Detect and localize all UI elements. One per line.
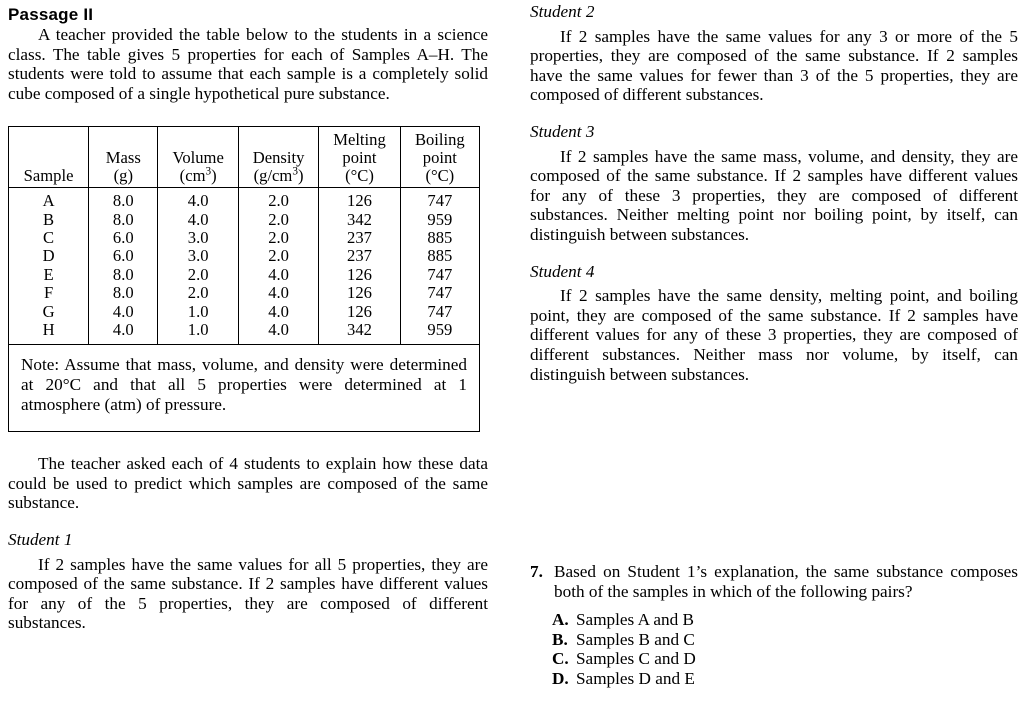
table-cell-boiling: 747 — [400, 303, 479, 321]
question-7-choices — [530, 610, 1018, 688]
answer-choice-letter: C. — [552, 649, 569, 669]
table-note-cell — [9, 345, 480, 432]
table-row — [9, 284, 480, 302]
table-cell-boiling: 959 — [400, 321, 479, 345]
column-header-density-unit — [254, 166, 304, 185]
table-cell-density: 4.0 — [238, 321, 318, 345]
answer-choice-text: Samples C and D — [576, 649, 696, 669]
table-cell-mass: 4.0 — [89, 303, 158, 321]
column-header-sample-label: Sample — [23, 165, 74, 185]
table-note-text: Note: Assume that mass, volume, and density were determined at 20°C and that all 5 properties were determined at 1 atmosphere (atm) of pressure. — [21, 355, 467, 414]
question-7-number: 7. — [530, 562, 543, 581]
answer-choice-letter: A. — [552, 610, 569, 630]
column-header-sample — [9, 127, 89, 188]
table-row — [9, 266, 480, 284]
table-cell-mass: 6.0 — [89, 229, 158, 247]
answer-choice-b[interactable] — [552, 630, 1018, 650]
table-row — [9, 247, 480, 265]
answer-choice-letter: D. — [552, 668, 569, 688]
table-cell-mass: 8.0 — [89, 284, 158, 302]
table-cell-melting: 342 — [319, 321, 400, 345]
table-cell-volume: 4.0 — [158, 188, 238, 211]
student-4-heading: Student 4 — [530, 261, 595, 281]
table-cell-density: 2.0 — [238, 188, 318, 211]
right-column — [530, 0, 1018, 688]
table-cell-melting: 126 — [319, 188, 400, 211]
table-cell-mass: 8.0 — [89, 266, 158, 284]
question-7-stem: Based on Student 1’s explanation, the same substance composes both of the samples in which of the following pairs? — [554, 562, 1018, 601]
column-header-density-label: Density — [252, 147, 305, 167]
density-unit-exponent: 3 — [292, 165, 298, 178]
student-4-paragraph: If 2 samples have the same density, melting point, and boiling point, they are composed of the same substance. If 2 samples have different values for any of these 3 properties, they are composed of different substances. Neither mass nor volume, by itself, can distinguish between substances. — [530, 286, 1018, 384]
column-header-boiling-line2: point — [422, 147, 457, 167]
volume-unit-base: (cm — [179, 165, 206, 185]
passage-intro-paragraph: A teacher provided the table below to the students in a science class. The table gives 5 properties for each of Samples A–H. The students were told to assume that each sample is a completely solid cube composed of a single hypothetical pure substance. — [8, 25, 488, 103]
table-cell-volume: 2.0 — [158, 266, 238, 284]
table-cell-boiling: 747 — [400, 266, 479, 284]
volume-unit-close: ) — [211, 165, 217, 185]
table-cell-sample: F — [9, 284, 89, 302]
student-2-paragraph: If 2 samples have the same values for any 3 or more of the 5 properties, they are composed of the same substance. If 2 samples have the same values for fewer than 3 of the 5 properties, they are composed of different substances. — [530, 26, 1018, 105]
table-cell-boiling: 885 — [400, 229, 479, 247]
column-header-melting-point — [319, 127, 400, 188]
table-cell-mass: 8.0 — [89, 188, 158, 211]
question-7-block — [530, 562, 1018, 689]
table-cell-melting: 126 — [319, 303, 400, 321]
answer-choice-letter: B. — [552, 629, 568, 649]
left-column — [8, 0, 488, 633]
column-header-melting-unit: (°C) — [345, 165, 374, 185]
table-cell-volume: 1.0 — [158, 321, 238, 345]
column-header-density — [238, 127, 318, 188]
column-header-boiling-point — [400, 127, 479, 188]
column-header-mass-label: Mass — [105, 147, 141, 167]
table-cell-volume: 3.0 — [158, 247, 238, 265]
student-1-paragraph: If 2 samples have the same values for all 5 properties, they are composed of the same substance. If 2 samples have different values for any of the 5 properties, they are composed of different substances. — [8, 554, 488, 633]
table-cell-melting: 237 — [319, 229, 400, 247]
properties-table — [8, 126, 480, 432]
table-cell-volume: 3.0 — [158, 229, 238, 247]
teacher-prompt-paragraph: The teacher asked each of 4 students to explain how these data could be used to predict which samples are composed of the same substance. — [8, 454, 488, 513]
table-row — [9, 303, 480, 321]
student-1-heading: Student 1 — [8, 529, 73, 549]
table-cell-density: 4.0 — [238, 303, 318, 321]
table-cell-sample: B — [9, 211, 89, 229]
table-cell-volume: 2.0 — [158, 284, 238, 302]
density-unit-base: (g/cm — [253, 165, 293, 185]
table-cell-boiling: 959 — [400, 211, 479, 229]
volume-unit-exponent: 3 — [205, 165, 212, 178]
table-cell-sample: G — [9, 303, 89, 321]
answer-choice-text: Samples B and C — [576, 629, 695, 649]
table-cell-sample: C — [9, 229, 89, 247]
table-body — [9, 188, 480, 345]
table-note-row — [9, 345, 480, 432]
column-header-volume-label: Volume — [172, 147, 224, 167]
table-footer — [9, 345, 480, 432]
table-cell-sample: D — [9, 247, 89, 265]
answer-choice-text: Samples A and B — [576, 610, 694, 630]
column-header-volume-unit — [180, 166, 217, 185]
table-cell-volume: 4.0 — [158, 211, 238, 229]
table-row — [9, 321, 480, 345]
column-header-mass-unit: (g) — [113, 165, 133, 185]
table-cell-melting: 126 — [319, 284, 400, 302]
student-2-heading: Student 2 — [530, 2, 595, 21]
student-3-paragraph: If 2 samples have the same mass, volume, and density, they are composed of the same substance. If 2 samples have different values for any of these 3 properties, they are composed of different substances. Neither melting point nor boiling point, by itself, can distinguish between substances. — [530, 146, 1018, 244]
table-cell-boiling: 747 — [400, 284, 479, 302]
column-header-melting-line2: point — [342, 147, 377, 167]
table-cell-melting: 342 — [319, 211, 400, 229]
table-header-row — [9, 127, 480, 188]
table-cell-mass: 8.0 — [89, 211, 158, 229]
table-cell-density: 4.0 — [238, 266, 318, 284]
column-header-mass — [89, 127, 158, 188]
answer-choice-d[interactable] — [552, 669, 1018, 689]
column-header-volume — [158, 127, 238, 188]
student-3-heading: Student 3 — [530, 121, 595, 141]
table-header — [9, 127, 480, 188]
table-cell-density: 2.0 — [238, 247, 318, 265]
table-cell-sample: H — [9, 321, 89, 345]
table-row — [9, 229, 480, 247]
answer-choice-text: Samples D and E — [576, 668, 695, 688]
table-cell-melting: 126 — [319, 266, 400, 284]
page-title: Passage II — [8, 5, 94, 24]
table-cell-density: 2.0 — [238, 211, 318, 229]
table-cell-density: 2.0 — [238, 229, 318, 247]
column-header-boiling-line1: Boiling — [414, 130, 465, 150]
density-unit-close: ) — [297, 165, 304, 185]
properties-table-container — [8, 126, 480, 432]
table-cell-sample: A — [9, 188, 89, 211]
table-cell-density: 4.0 — [238, 284, 318, 302]
answer-choice-a[interactable] — [552, 610, 1018, 630]
table-cell-melting: 237 — [319, 247, 400, 265]
column-header-melting-line1: Melting — [333, 130, 386, 150]
table-cell-mass: 6.0 — [89, 247, 158, 265]
table-cell-volume: 1.0 — [158, 303, 238, 321]
table-cell-sample: E — [9, 266, 89, 284]
table-row — [9, 188, 480, 211]
table-cell-mass: 4.0 — [89, 321, 158, 345]
question-7-stem-row — [530, 562, 1018, 601]
table-cell-boiling: 885 — [400, 247, 479, 265]
answer-choice-c[interactable] — [552, 649, 1018, 669]
table-row — [9, 211, 480, 229]
column-header-boiling-unit: (°C) — [425, 165, 455, 185]
table-cell-boiling: 747 — [400, 188, 479, 211]
